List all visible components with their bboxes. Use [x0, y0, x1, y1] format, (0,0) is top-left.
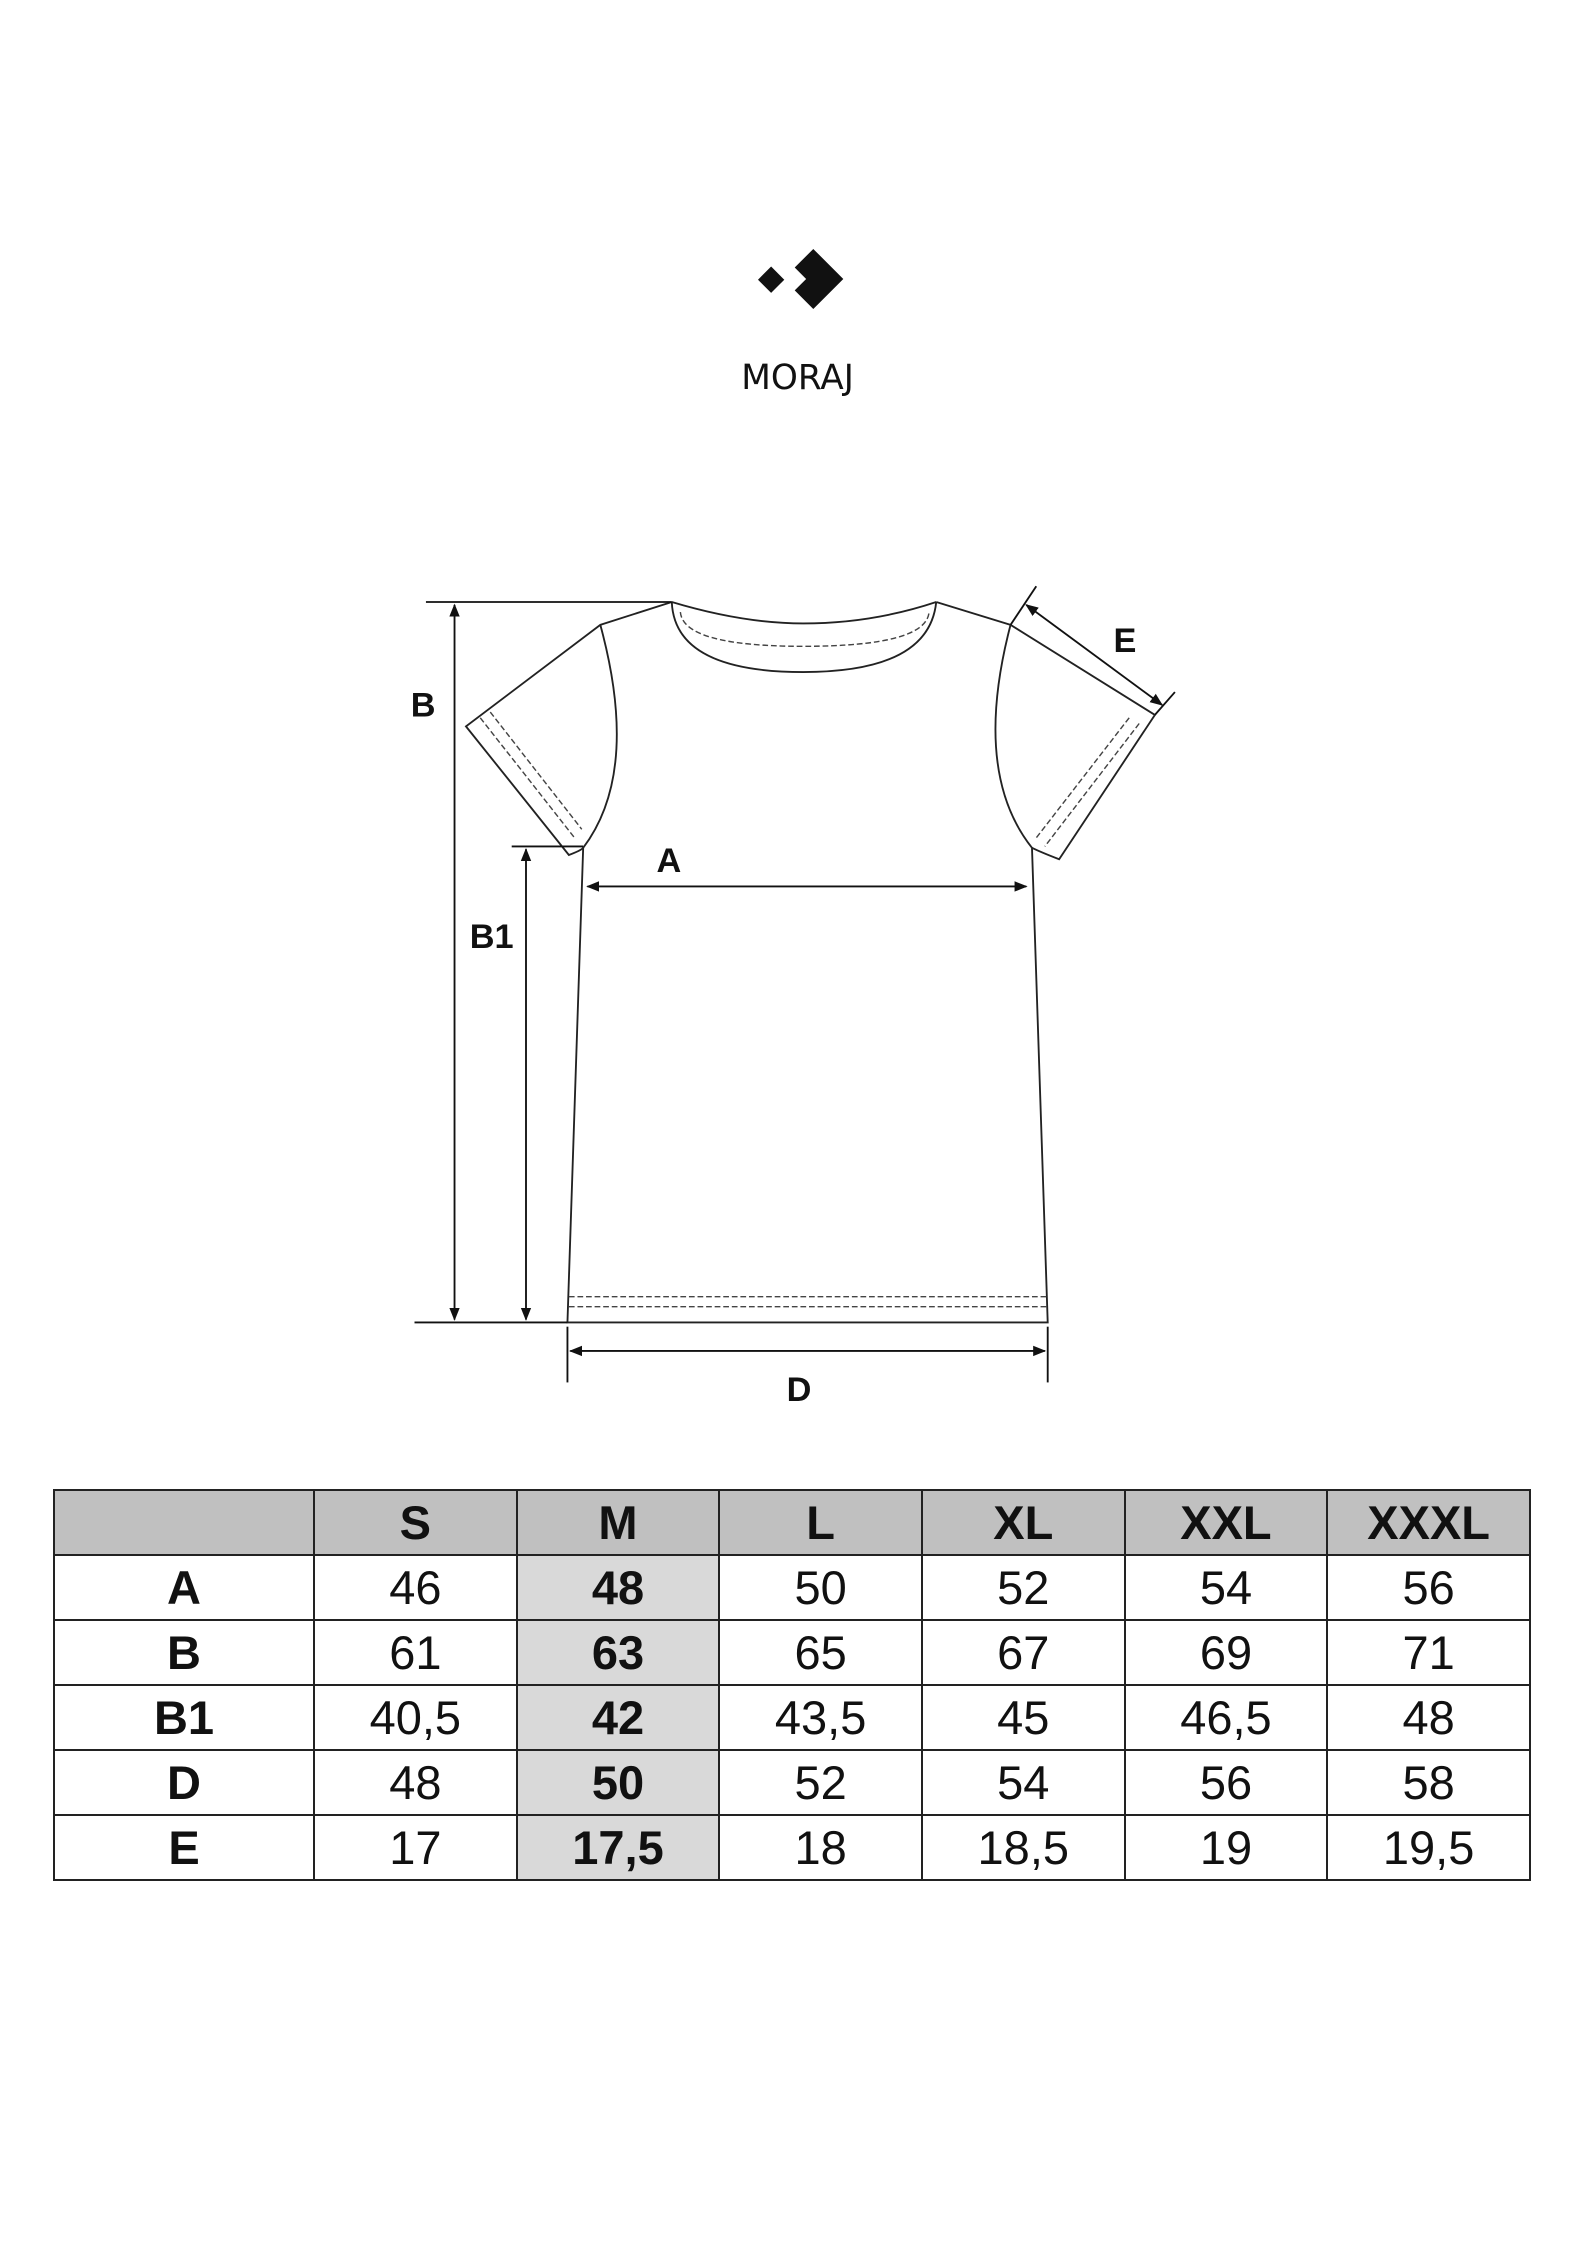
table-cell: 43,5	[719, 1685, 922, 1750]
table-cell: 50	[719, 1555, 922, 1620]
table-cell: 63	[517, 1620, 720, 1685]
header-cell: XXL	[1125, 1490, 1328, 1555]
table-cell: 52	[719, 1750, 922, 1815]
table-cell: 65	[719, 1620, 922, 1685]
header-cell: M	[517, 1490, 720, 1555]
table-cell: 48	[314, 1750, 517, 1815]
table-cell: 46	[314, 1555, 517, 1620]
table-cell: 17,5	[517, 1815, 720, 1880]
logo-chevron-icon	[795, 249, 844, 309]
table-cell: 56	[1125, 1750, 1328, 1815]
table-cell: 42	[517, 1685, 720, 1750]
table-cell: 69	[1125, 1620, 1328, 1685]
table-row	[54, 1555, 1530, 1620]
table-cell: 54	[1125, 1555, 1328, 1620]
row-label: E	[54, 1815, 314, 1880]
table-cell: 48	[517, 1555, 720, 1620]
table-row	[54, 1620, 1530, 1685]
table-row	[54, 1815, 1530, 1880]
table-cell: 46,5	[1125, 1685, 1328, 1750]
brand-logo	[741, 249, 854, 398]
table-cell: 61	[314, 1620, 517, 1685]
brand-name: MORAJ	[741, 358, 854, 399]
table-cell: 52	[922, 1555, 1125, 1620]
row-label: B	[54, 1620, 314, 1685]
label-b1: B1	[469, 917, 514, 956]
table-cell: 19	[1125, 1815, 1328, 1880]
table-cell: 71	[1327, 1620, 1530, 1685]
dimension-lines	[415, 586, 1175, 1382]
table-header-row	[54, 1490, 1530, 1555]
row-label: D	[54, 1750, 314, 1815]
header-cell: L	[719, 1490, 922, 1555]
label-d: D	[786, 1371, 812, 1410]
header-cell	[54, 1490, 314, 1555]
header-cell: XXXL	[1327, 1490, 1530, 1555]
table-cell: 19,5	[1327, 1815, 1530, 1880]
table-cell: 18	[719, 1815, 922, 1880]
table-cell: 56	[1327, 1555, 1530, 1620]
tshirt-outline	[466, 602, 1155, 1322]
header-cell: XL	[922, 1490, 1125, 1555]
table-cell: 17	[314, 1815, 517, 1880]
label-e: E	[1113, 622, 1137, 661]
table-cell: 40,5	[314, 1685, 517, 1750]
row-label: B1	[54, 1685, 314, 1750]
row-label: A	[54, 1555, 314, 1620]
label-b: B	[410, 686, 436, 725]
label-a: A	[656, 842, 682, 881]
table-cell: 54	[922, 1750, 1125, 1815]
table-cell: 50	[517, 1750, 720, 1815]
logo-diamond-icon	[758, 267, 784, 293]
table-row	[54, 1685, 1530, 1750]
table-cell: 45	[922, 1685, 1125, 1750]
header-cell: S	[314, 1490, 517, 1555]
table-row	[54, 1750, 1530, 1815]
table-cell: 48	[1327, 1685, 1530, 1750]
size-table	[53, 1489, 1531, 1881]
table-cell: 18,5	[922, 1815, 1125, 1880]
table-cell: 58	[1327, 1750, 1530, 1815]
table-cell: 67	[922, 1620, 1125, 1685]
